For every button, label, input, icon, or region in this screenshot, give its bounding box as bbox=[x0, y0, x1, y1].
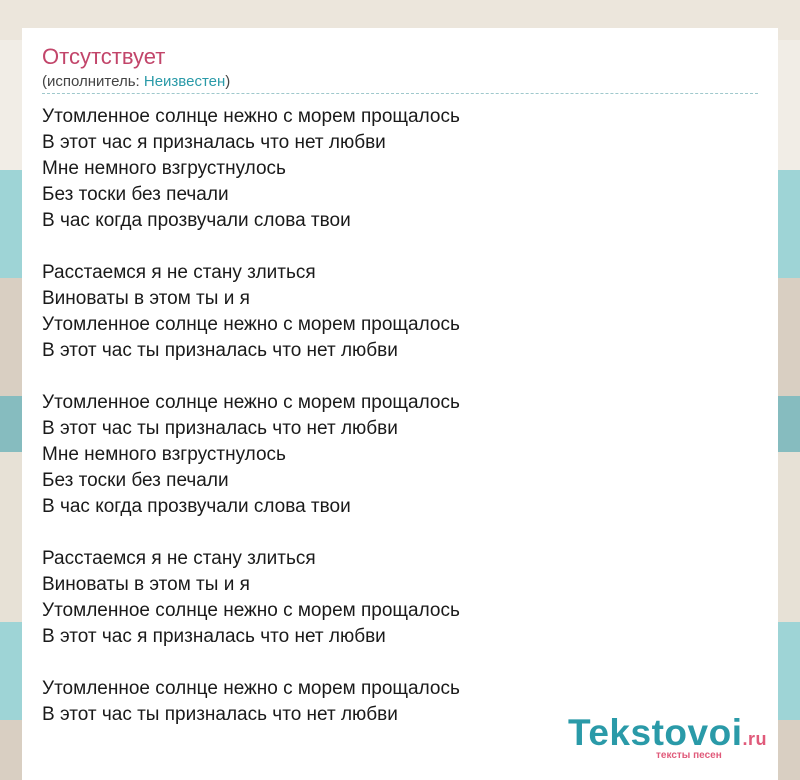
title-divider bbox=[42, 93, 758, 94]
lyric-line: Мне немного взгрустнулось bbox=[42, 158, 286, 179]
logo-tagline: тексты песен bbox=[656, 750, 722, 761]
artist-line bbox=[42, 72, 230, 92]
site-logo[interactable] bbox=[568, 712, 778, 768]
stanza-break bbox=[42, 520, 460, 546]
stanza-break bbox=[42, 650, 460, 676]
lyric-line: Виноваты в этом ты и я bbox=[42, 574, 250, 595]
lyric-line: В этот час ты призналась что нет любви bbox=[42, 340, 398, 361]
stanza-break bbox=[42, 364, 460, 390]
lyric-line: Утомленное солнце нежно с морем прощалось bbox=[42, 600, 460, 621]
lyric-line: Без тоски без печали bbox=[42, 184, 229, 205]
lyric-line: В этот час ты призналась что нет любви bbox=[42, 418, 398, 439]
lyric-line: Утомленное солнце нежно с морем прощалось bbox=[42, 106, 460, 127]
logo-main-text: Tekstovoi bbox=[568, 712, 743, 753]
lyric-line: Утомленное солнце нежно с морем прощалось bbox=[42, 678, 460, 699]
lyric-line: В этот час ты призналась что нет любви bbox=[42, 704, 398, 725]
lyric-line: Мне немного взгрустнулось bbox=[42, 444, 286, 465]
stanza-break bbox=[42, 234, 460, 260]
artist-prefix: (исполнитель: bbox=[42, 73, 144, 90]
artist-link[interactable]: Неизвестен bbox=[143, 73, 226, 90]
lyric-line: Без тоски без печали bbox=[42, 470, 229, 491]
lyric-line: В час когда прозвучали слова твои bbox=[42, 496, 351, 517]
artist-suffix: ) bbox=[225, 73, 231, 90]
lyric-line: В этот час я призналась что нет любви bbox=[42, 626, 386, 647]
logo-suffix: .ru bbox=[742, 729, 767, 749]
lyric-line: Утомленное солнце нежно с морем прощалось bbox=[42, 392, 460, 413]
song-title: Отсутствует bbox=[42, 44, 166, 69]
lyrics-text bbox=[42, 104, 460, 728]
lyric-line: В час когда прозвучали слова твои bbox=[42, 210, 351, 231]
lyric-line: Утомленное солнце нежно с морем прощалось bbox=[42, 314, 460, 335]
lyric-line: Расстаемся я не стану злиться bbox=[42, 262, 316, 283]
lyric-line: Расстаемся я не стану злиться bbox=[42, 548, 316, 569]
lyric-line: В этот час я призналась что нет любви bbox=[42, 132, 386, 153]
lyrics-card bbox=[22, 28, 778, 780]
lyric-line: Виноваты в этом ты и я bbox=[42, 288, 250, 309]
